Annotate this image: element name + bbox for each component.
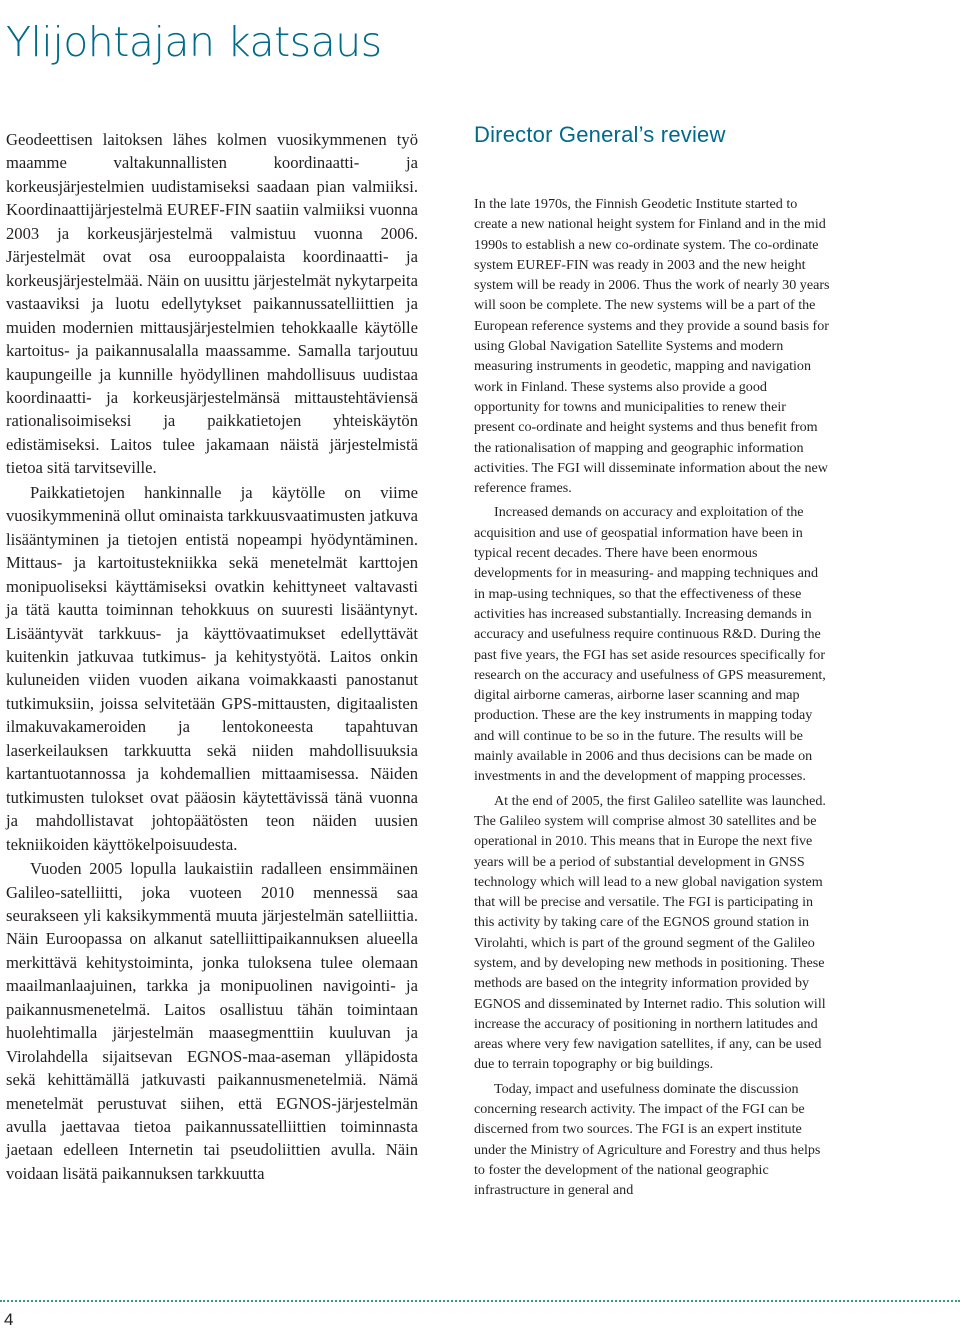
finnish-paragraph: Geodeettisen laitoksen lähes kolmen vuosikymmenen työ maamme valtakunnallisten koordinaatti- ja korkeusjärjestelmien uudistamiseksi saadaan pian valmiiksi. Koordinaattijärjestelmä EUREF-FIN saatiin valmiiksi vuonna 2003 ja korkeusjärjestelmä valmistuu vuonna 2006. Järjestelmät ovat osa eurooppalaista koordinaatti- ja korkeusjärjestelmää. Näin on uusittu järjestelmät nykytarpeita vastaaviksi ja luotu edellytykset paikannussatelliittien ja muiden modernien mittausjärjestelmien tehokkaalle käytölle kartoitus- ja paikannusalalla maassamme. Samalla tarjoutuu kaupungeille ja kunnille hyödyllinen mahdollisuus uudistaa koordinaatti- ja korkeusjärjestelmänsä mittaustehtäviensä rationalisoimiseksi ja paikkatietojen yhteiskäytön edistämiseksi. Laitos tulee jakamaan näistä järjestelmistä tietoa sitä tarvitseville. bbox=[6, 130, 418, 478]
english-paragraph: In the late 1970s, the Finnish Geodetic Institute started to create a new national height system for Finland and in the mid 1990s to establish a new co-ordinate system. The co-ordinate system EUREF-FIN was ready in 2003 and the new height system will be ready in 2006. Thus the work of nearly 30 years will soon be complete. The new systems will be a part of the European reference systems and they provide a sound basis for using Global Navigation Satellite Systems and modern measuring instruments in geodetic, mapping and navigation work in Finland. These systems also provide a good opportunity for towns and municipalities to renew their present co-ordinate and height systems and thus benefit from the rationalisation of mapping and geographic information activities. The FGI will disseminate information about the new reference frames. bbox=[474, 196, 830, 497]
footer-dotted-rule bbox=[0, 1300, 960, 1302]
english-column bbox=[474, 194, 830, 1201]
finnish-paragraph: Paikkatietojen hankinnalle ja käytölle on viime vuosikymmeninä ollut ominaista tarkkuusvaatimusten jatkuva lisääntyminen ja tietojen entistä nopeampi hyödyntäminen. Mittaus- ja kartoitustekniikka sekä menetelmät karttojen monipuoliseksi käyttämiseksi ovatkin kehittyneet valtavasti ja tätä kautta toiminnan tehokkuus on suuresti lisääntynyt. Lisääntyvät tarkkuus- ja käyttövaatimukset edellyttävät kuitenkin jatkuvaa tutkimus- ja kehitystyötä. Laitos onkin kuluneiden viiden vuoden aikana voimakkaasti panostanut tutkimuksiin, joissa selvitetään GPS-mittausten, digitaalisten ilmakuvakameroiden ja lentokoneesta tapahtuvan laserkeilauksen tarkkuutta sekä niiden mahdollisuuksia kartantuotannossa ja kohdemallien mittaamisessa. Näiden tutkimusten tulokset ovat pääosin käytettävissä tänä vuonna ja mahdollistavat johtopäätösten teon näiden uusien tekniikoiden käyttökelpoisuudesta. bbox=[6, 482, 419, 854]
finnish-paragraph: Vuoden 2005 lopulla laukaistiin radalleen ensimmäinen Galileo-satelliitti, joka vuoteen 2010 mennessä saa seurakseen yli kaksikymmentä muuta järjestelmän satelliittia. Näin Euroopassa on alkanut satelliittipaikannuksen alueella merkittävä kehitystoiminta, jonka tuloksena tulee olemaan maailmanlaajuinen, tarkka ja monipuolinen navigointi- ja paikannusmenetelmä. Laitos osallistuu tähän toimintaan huolehtimalla järjestelmän maasegmenttiin kuuluvan ja Virolahdella sijaitsevan EGNOS-maa-aseman ylläpidosta sekä kehittämällä jatkuvasti paikannusmenetelmiä. Nämä menetelmät perustuvat siihen, että EGNOS-järjestelmän avulla jaettavaa tietoa paikannussatelliittien toiminnasta jaetaan edelleen Internetin tai pseudoliittien avulla. Näin voidaan lisätä paikannuksen tarkkuutta bbox=[6, 859, 418, 1183]
page-title: Ylijohtajan katsaus bbox=[6, 18, 382, 66]
english-paragraph: Increased demands on accuracy and exploitation of the acquisition and use of geospatial information have been in typical recent decades. There have been enormous developments for in measuring- and mapping techniques and in map-using techniques, so that the effectiveness of these activities has increased substantially. Increasing demands in accuracy and usefulness require continuous R&D. During the past five years, the FGI has set aside resources specifically for research on the accuracy and usefulness of GPS measurement, digital airborne cameras, airborne laser scanning and map production. These are the key instruments in mapping today and will continue to be so in the future. The results will be mainly available in 2006 and thus decisions can be made on investments in and the development of mapping processes. bbox=[474, 504, 826, 785]
english-paragraph: Today, impact and usefulness dominate the discussion concerning research activity. The impact of the FGI can be discerned from two sources. The FGI is an expert institute under the Ministry of Agriculture and Forestry and thus helps to foster the development of the national geographic infrastructure in general and bbox=[474, 1080, 821, 1199]
english-paragraph: At the end of 2005, the first Galileo satellite was launched. The Galileo system will comprise almost 30 satellites and be operational in 2010. This means that in Europe the next five years will be a period of substantial development in GNSS technology which will lead to a new global navigation system that will be precise and versatile. The FGI is participating in this activity by taking care of the EGNOS ground station in Virolahti, which is part of the ground segment of the Galileo system, and by developing new methods in positioning. These methods are based on the integrity information provided by EGNOS and disseminated by Internet radio. This solution will increase the accuracy of positioning in northern latitudes and areas where very few navigation satellites, if any, can be used due to terrain topography or big buildings. bbox=[474, 792, 826, 1073]
finnish-column bbox=[6, 128, 418, 1185]
english-heading: Director General’s review bbox=[474, 122, 726, 147]
page-number: 4 bbox=[4, 1310, 14, 1329]
